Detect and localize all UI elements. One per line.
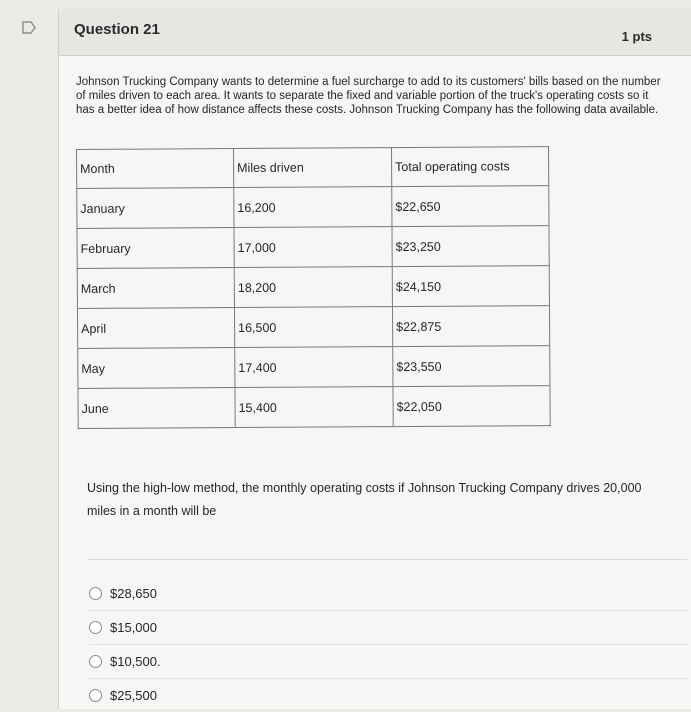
table-row [77, 226, 549, 269]
cell-month: February [77, 228, 234, 269]
cell-miles: 15,400 [235, 387, 393, 428]
cell-costs: $22,050 [393, 386, 550, 427]
answer-option[interactable] [89, 610, 689, 644]
bookmark-icon[interactable] [22, 21, 36, 34]
cell-miles: 17,400 [235, 347, 393, 388]
header-miles: Miles driven [234, 148, 392, 188]
cell-costs: $23,250 [392, 226, 549, 267]
answer-option[interactable] [89, 577, 689, 610]
radio-button[interactable] [89, 689, 102, 702]
table-row [78, 386, 550, 429]
radio-button[interactable] [89, 655, 102, 668]
answer-label: $15,000 [110, 620, 157, 635]
answer-option[interactable] [89, 678, 689, 712]
question-stem: Using the high-low method, the monthly operating costs if Johnson Trucking Company drives 20,000 miles in a month will be [87, 481, 642, 518]
answer-label: $25,500 [110, 688, 157, 703]
table-row [77, 266, 549, 309]
cell-costs: $23,550 [393, 346, 550, 387]
cell-month: January [77, 188, 234, 229]
cell-month: March [77, 268, 234, 309]
table-row [77, 186, 549, 229]
cell-costs: $24,150 [392, 266, 549, 307]
cell-month: April [77, 308, 234, 349]
table-row [77, 306, 549, 349]
question-card [58, 9, 691, 709]
cell-miles: 17,000 [234, 227, 392, 268]
radio-button[interactable] [89, 621, 102, 634]
cell-miles: 16,200 [234, 187, 392, 228]
answer-label: $10,500. [110, 654, 161, 669]
question-title: Question 21 [74, 21, 160, 38]
answer-option[interactable] [89, 644, 689, 678]
question-points: 1 pts [621, 29, 652, 44]
cell-costs: $22,650 [392, 186, 549, 227]
cell-miles: 16,500 [234, 307, 392, 348]
cell-costs: $22,875 [392, 306, 549, 347]
question-header [59, 9, 691, 56]
header-month: Month [77, 149, 234, 189]
answer-options [89, 577, 689, 712]
table-header-row [77, 147, 549, 189]
header-costs: Total operating costs [391, 147, 548, 187]
question-prompt: Johnson Trucking Company wants to determine a fuel surcharge to add to its customers' bills based on the number of miles driven to each area. It wants to separate the fixed and variable portion of the truck's operating costs so it has a better idea of how distance affects these costs. Johnson Trucking Company has the following data available. [76, 76, 661, 117]
data-table [76, 146, 551, 429]
cell-month: June [78, 388, 235, 429]
table-row [78, 346, 550, 389]
radio-button[interactable] [89, 587, 102, 600]
cell-month: May [78, 348, 235, 389]
cell-miles: 18,200 [234, 267, 392, 308]
divider [87, 559, 687, 560]
answer-label: $28,650 [110, 586, 157, 601]
